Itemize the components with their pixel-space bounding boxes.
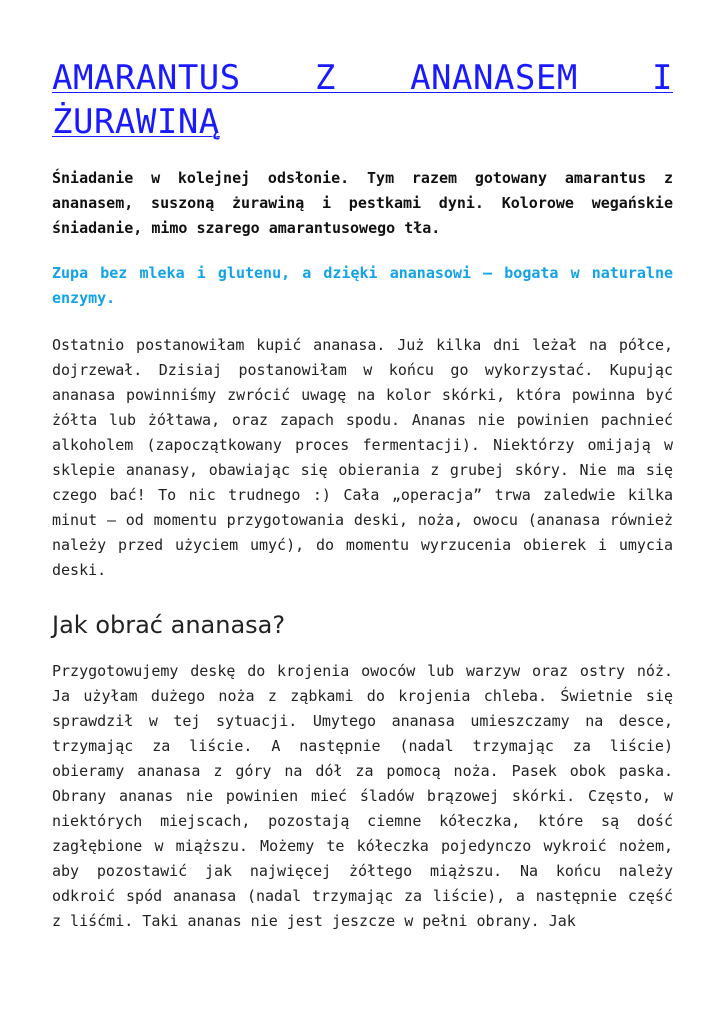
article-highlight: Zupa bez mleka i glutenu, a dzięki ananasowi – bogata w naturalne enzymy.: [52, 264, 673, 307]
article-title-line-1[interactable]: AMARANTUS Z ANANASEM I: [52, 58, 673, 98]
section-heading: Jak obrać ananasa?: [52, 611, 286, 639]
article-title-link[interactable]: [52, 56, 673, 144]
article-title-line-2[interactable]: ŻURAWINĄ: [52, 102, 220, 142]
article-lead: Śniadanie w kolejnej odsłonie. Tym razem gotowany amarantus z ananasem, suszoną żurawiną i pestkami dyni. Kolorowe wegańskie śniadanie, mimo szarego amarantusowego tła.: [52, 169, 673, 237]
article-paragraph-1: Ostatnio postanowiłam kupić ananasa. Już kilka dni leżał na półce, dojrzewał. Dzisiaj postanowiłam w końcu go wykorzystać. Kupując ananasa powinniśmy zwrócić uwagę na kolor skórki, która powinna być żółta lub żółtawa, oraz zapach spodu. Ananas nie powinien pachnieć alkoholem (zapoczątkowany proces fermentacji). Niektórzy omijają w sklepie ananasy, obawiając się obierania z grubej skóry. Nie ma się czego bać! To nic trudnego :) Cała „operacja” trwa zaledwie kilka minut – od momentu przygotowania deski, noża, owocu (ananasa również należy przed użyciem umyć), do momentu wyrzucenia obierek i umycia deski.: [52, 336, 673, 579]
article-paragraph-2: Przygotowujemy deskę do krojenia owoców lub warzyw oraz ostry nóż. Ja użyłam dużego noża z ząbkami do krojenia chleba. Świetnie się sprawdził w tej sytuacji. Umytego ananasa umieszczamy na desce, trzymając za liście. A następnie (nadal trzymając za liście) obieramy ananasa z góry na dół za pomocą noża. Pasek obok paska. Obrany ananas nie powinien mieć śladów brązowej skórki. Często, w niektórych miejscach, pozostają ciemne kółeczka, które są dość zagłębione w miąższu. Możemy te kółeczka pojedynczo wykroić nożem, aby pozostawić jak najwięcej żółtego miąższu. Na końcu należy odkroić spód ananasa (nadal trzymając za liście), a następnie część z liśćmi. Taki ananas nie jest jeszcze w pełni obrany. Jak: [52, 662, 673, 930]
